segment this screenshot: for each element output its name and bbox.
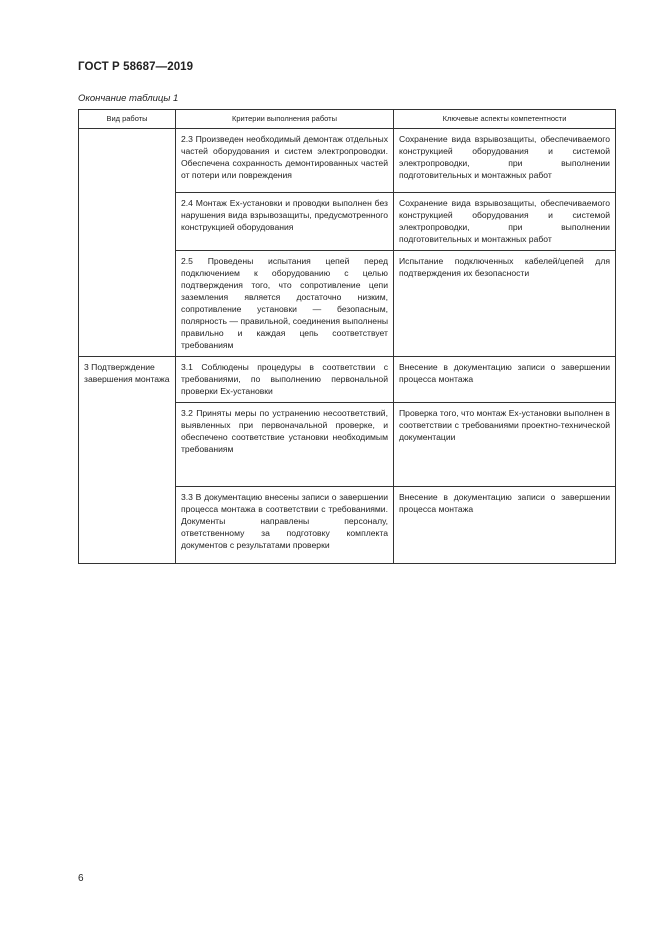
aspect-cell: Внесение в документацию записи о завершении процесса монтажа	[394, 487, 616, 564]
aspect-cell: Внесение в документацию записи о завершении процесса монтажа	[394, 357, 616, 403]
criterion-cell: 2.4 Монтаж Ex-установки и проводки выполнен без нарушения вида взрывозащиты, предусмотренного конструкцией оборудования	[176, 193, 394, 251]
work-type-cell: 3 Подтверждение завершения монтажа	[79, 357, 176, 564]
criterion-cell: 3.2 Приняты меры по устранению несоответствий, выявленных при первоначальной проверке, и обеспечено соответствие установки необходимым требованиям	[176, 403, 394, 487]
table-header-row	[79, 110, 616, 129]
competency-table	[78, 109, 616, 564]
page-number: 6	[78, 873, 84, 884]
criterion-cell: 3.1 Соблюдены процедуры в соответствии с требованиями, по выполнению первональной проверки Ex-установки	[176, 357, 394, 403]
criterion-cell: 3.3 В документацию внесены записи о завершении процесса монтажа в соответствии с требованиями. Документы направлены персоналу, ответственному за подготовку комплекта документов с результатами проверки	[176, 487, 394, 564]
aspect-cell: Сохранение вида взрывозащиты, обеспечиваемого конструкцией оборудования и системой электропроводки, при выполнении подготовительных и монтажных работ	[394, 129, 616, 193]
column-header-aspects: Ключевые аспекты компетентности	[394, 110, 616, 129]
document-code: ГОСТ Р 58687—2019	[78, 61, 194, 73]
criterion-cell: 2.3 Произведен необходимый демонтаж отдельных частей оборудования и систем электропроводки. Обеспечена сохранность демонтированных частей от потери или повреждения	[176, 129, 394, 193]
column-header-work-type: Вид работы	[79, 110, 176, 129]
table-row	[79, 357, 616, 403]
aspect-cell: Испытание подключенных кабелей/цепей для подтверждения их безопасности	[394, 251, 616, 357]
criterion-cell: 2.5 Проведены испытания цепей перед подключением к оборудованию с целью подтверждения того, что сопротивление цепи заземления является достаточно низким, сопротивление установки — безопасным, полярность — правильной, соединения выполнены правильно и каждая цепь соответствует требованиям	[176, 251, 394, 357]
work-type-cell	[79, 129, 176, 357]
aspect-cell: Проверка того, что монтаж Ex-установки выполнен в соответствии с требованиями проектно-технической документации	[394, 403, 616, 487]
column-header-criteria: Критерии выполнения работы	[176, 110, 394, 129]
aspect-cell: Сохранение вида взрывозащиты, обеспечиваемого конструкцией оборудования и системой электропроводки, при выполнении подготовительных и монтажных работ	[394, 193, 616, 251]
table-row	[79, 129, 616, 193]
table-caption: Окончание таблицы 1	[78, 93, 179, 104]
